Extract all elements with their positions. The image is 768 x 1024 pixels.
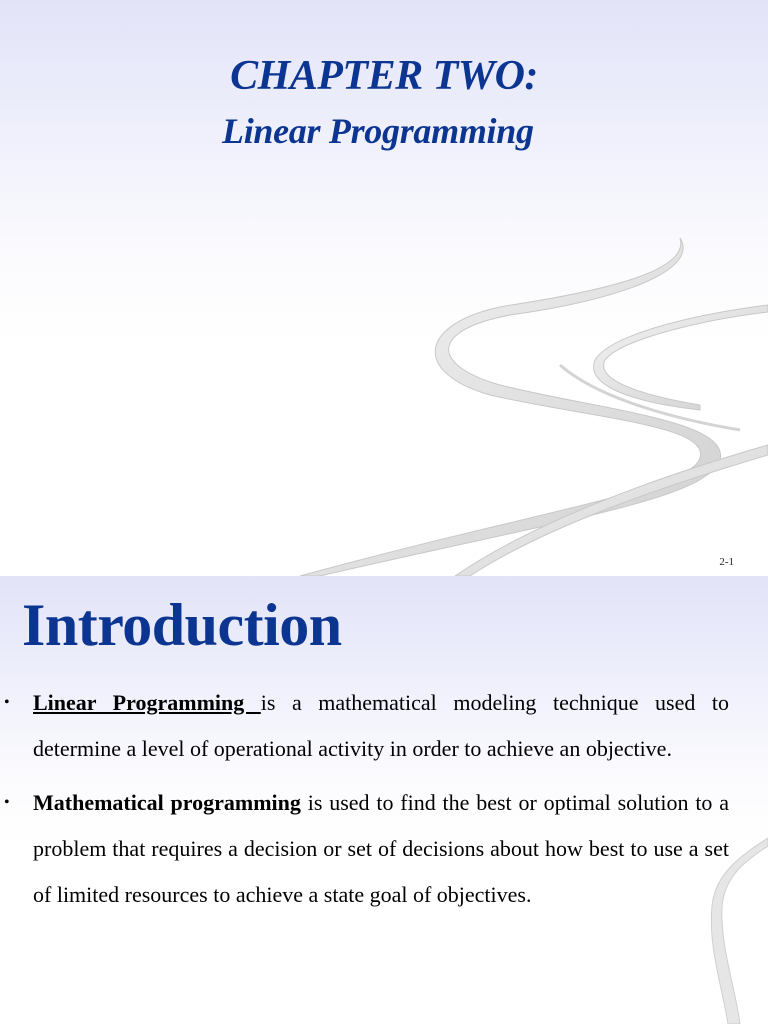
bullet-term: Mathematical programming xyxy=(33,790,301,815)
bullet-text xyxy=(33,680,729,772)
bullet-term: Linear Programming xyxy=(33,690,261,715)
bullet-item xyxy=(0,780,768,918)
chapter-subtitle: Linear Programming xyxy=(222,111,534,151)
slide-title: Introduction xyxy=(22,592,342,658)
bullet-description: is a mathematical modeling technique used to determine a level of operational activity in order to achieve an objective. xyxy=(33,690,729,761)
slide-number: 2-1 xyxy=(719,556,734,568)
bullet-icon: • xyxy=(4,794,10,811)
bullet-item xyxy=(0,680,768,772)
bullet-description: is used to find the best or optimal solution to a problem that requires a decision or set of decisions about how best to use a set of limited resources to achieve a state goal of objectives. xyxy=(33,790,729,907)
chapter-title: CHAPTER TWO: xyxy=(230,53,538,99)
bullet-text xyxy=(33,780,729,918)
slide-introduction xyxy=(0,576,768,1024)
bullet-list xyxy=(0,680,768,918)
bullet-icon: • xyxy=(4,694,10,711)
